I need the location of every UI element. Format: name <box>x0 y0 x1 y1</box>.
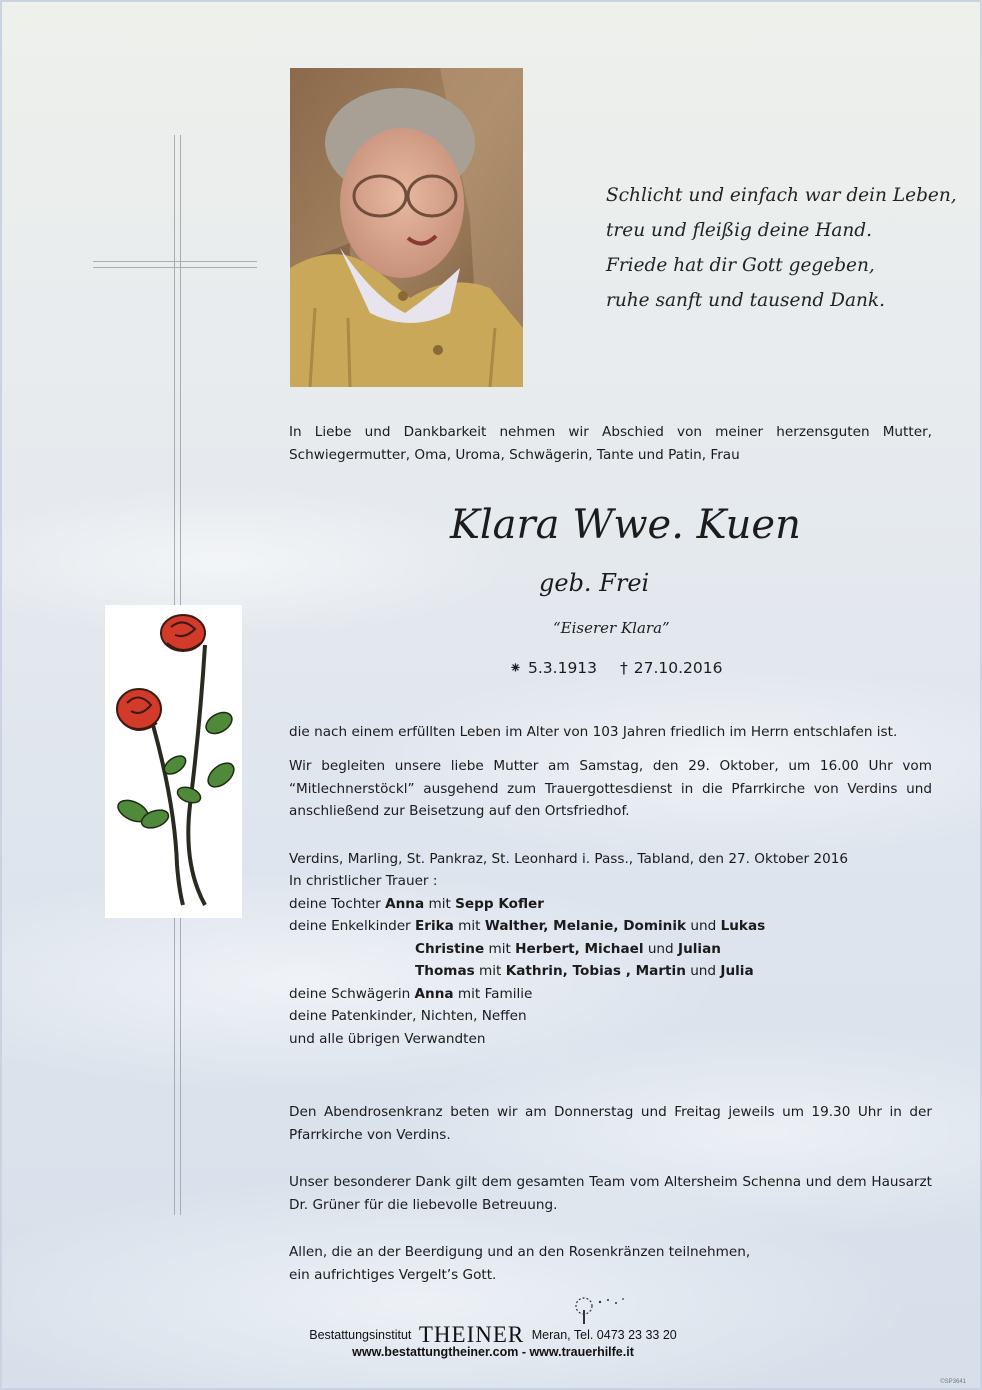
mourner-connector: mit <box>424 895 456 912</box>
mourner-name: Christine <box>415 940 485 957</box>
mourner-daughter <box>289 893 932 916</box>
birth-icon: ⁕ <box>509 659 522 677</box>
deceased-name: Klara Wwe. Kuen <box>450 502 801 548</box>
mourner-name: Anna <box>414 985 454 1002</box>
closing-text <box>289 1241 932 1286</box>
death-date: 27.10.2016 <box>633 659 723 677</box>
mourners-heading: In christlicher Trauer : <box>289 873 438 889</box>
verse-line-1: Schlicht und einfach war dein Leben, <box>606 185 957 206</box>
life-dates <box>509 659 728 677</box>
mourner-connector: mit <box>453 918 485 934</box>
born-name: geb. Frei <box>539 569 650 597</box>
document-code: ©SP3641 <box>940 1379 966 1385</box>
mourner-label: deine Tochter <box>289 895 386 912</box>
funeral-text: Wir begleiten unsere liebe Mutter am Samstag, den 29. Oktober, um 16.00 Uhr vom “Mitlechnerstöckl” ausgehend zum Trauergottesdienst in die Pfarrkirche von Verdins und anschließend zur Beisetzung auf den Ortsfriedhof. <box>289 758 932 819</box>
mourner-grandchildren-3 <box>289 960 932 983</box>
mourner-sister-in-law <box>289 983 932 1006</box>
mourner-connector: mit <box>484 940 516 957</box>
verse-line-4: ruhe sanft und tausend Dank. <box>606 290 885 311</box>
mourner-connector: und <box>686 918 721 934</box>
institute-label: Bestattungsinstitut <box>309 1328 412 1342</box>
mourner-godchildren: deine Patenkinder, Nichten, Neffen <box>289 1008 527 1024</box>
mourners-list <box>289 870 932 1050</box>
mourner-name: Julia <box>720 963 754 979</box>
mourner-name: Walther, Melanie, Dominik <box>484 918 687 934</box>
mourner-relatives: und alle übrigen Verwandten <box>289 1030 486 1047</box>
verse-line-2: treu und fleißig deine Hand. <box>606 220 873 241</box>
birth-date: 5.3.1913 <box>528 659 598 677</box>
mourner-name: Anna <box>385 895 425 912</box>
verse <box>606 178 957 318</box>
passed-text: die nach einem erfüllten Leben im Alter von 103 Jahren friedlich im Herrn entschlafen ist. <box>289 724 898 740</box>
mourner-label: deine Enkelkinder <box>289 918 415 934</box>
mourner-name: Julian <box>678 940 721 957</box>
brand-logo-text: THEINER <box>418 1322 525 1347</box>
website-links[interactable]: www.bestattungtheiner.com - www.trauerhilfe.it <box>352 1345 634 1359</box>
intro-text: In Liebe und Dankbarkeit nehmen wir Abschied von meiner herzensguten Mutter, Schwiegermutter, Oma, Uroma, Schwägerin, Tante und Patin, Frau <box>289 424 932 463</box>
nickname: “Eiserer Klara” <box>553 619 670 637</box>
contact-info: Meran, Tel. 0473 23 33 20 <box>531 1328 677 1342</box>
cross-horizontal-bar <box>93 261 257 268</box>
closing-line-1: Allen, die an der Beerdigung und an den Rosenkränzen teilnehmen, <box>289 1244 751 1260</box>
verse-line-3: Friede hat dir Gott gegeben, <box>606 255 875 276</box>
mourner-name: Lukas <box>720 918 766 934</box>
rosary-text: Den Abendrosenkranz beten wir am Donnerstag und Freitag jeweils um 19.30 Uhr in der Pfarrkirche von Verdins. <box>289 1104 932 1143</box>
mourner-label: mit Familie <box>453 985 533 1002</box>
death-icon: † <box>619 659 628 677</box>
rose-illustration <box>105 605 242 918</box>
mourner-name: Kathrin, Tobias , Martin <box>505 963 686 979</box>
mourner-label: deine Schwägerin <box>289 985 415 1002</box>
mourner-grandchildren-2 <box>289 938 932 961</box>
portrait-photo <box>290 68 523 387</box>
mourner-name: Thomas <box>415 963 475 979</box>
mourner-connector: mit <box>474 963 506 979</box>
place-date: Verdins, Marling, St. Pankraz, St. Leonhard i. Pass., Tabland, den 27. Oktober 2016 <box>289 851 849 867</box>
mourner-name: Sepp Kofler <box>455 895 544 912</box>
thanks-text: Unser besonderer Dank gilt dem gesamten Team vom Altersheim Schenna und dem Hausarzt Dr. Grüner für die liebevolle Betreuung. <box>289 1174 932 1213</box>
mourner-grandchildren-1 <box>289 915 932 938</box>
mourner-connector: und <box>685 963 721 979</box>
mourner-name: Herbert, Michael <box>515 940 644 957</box>
mourner-name: Erika <box>414 918 454 934</box>
closing-line-2: ein aufrichtiges Vergelt’s Gott. <box>289 1266 497 1283</box>
mourner-connector: und <box>643 940 679 957</box>
